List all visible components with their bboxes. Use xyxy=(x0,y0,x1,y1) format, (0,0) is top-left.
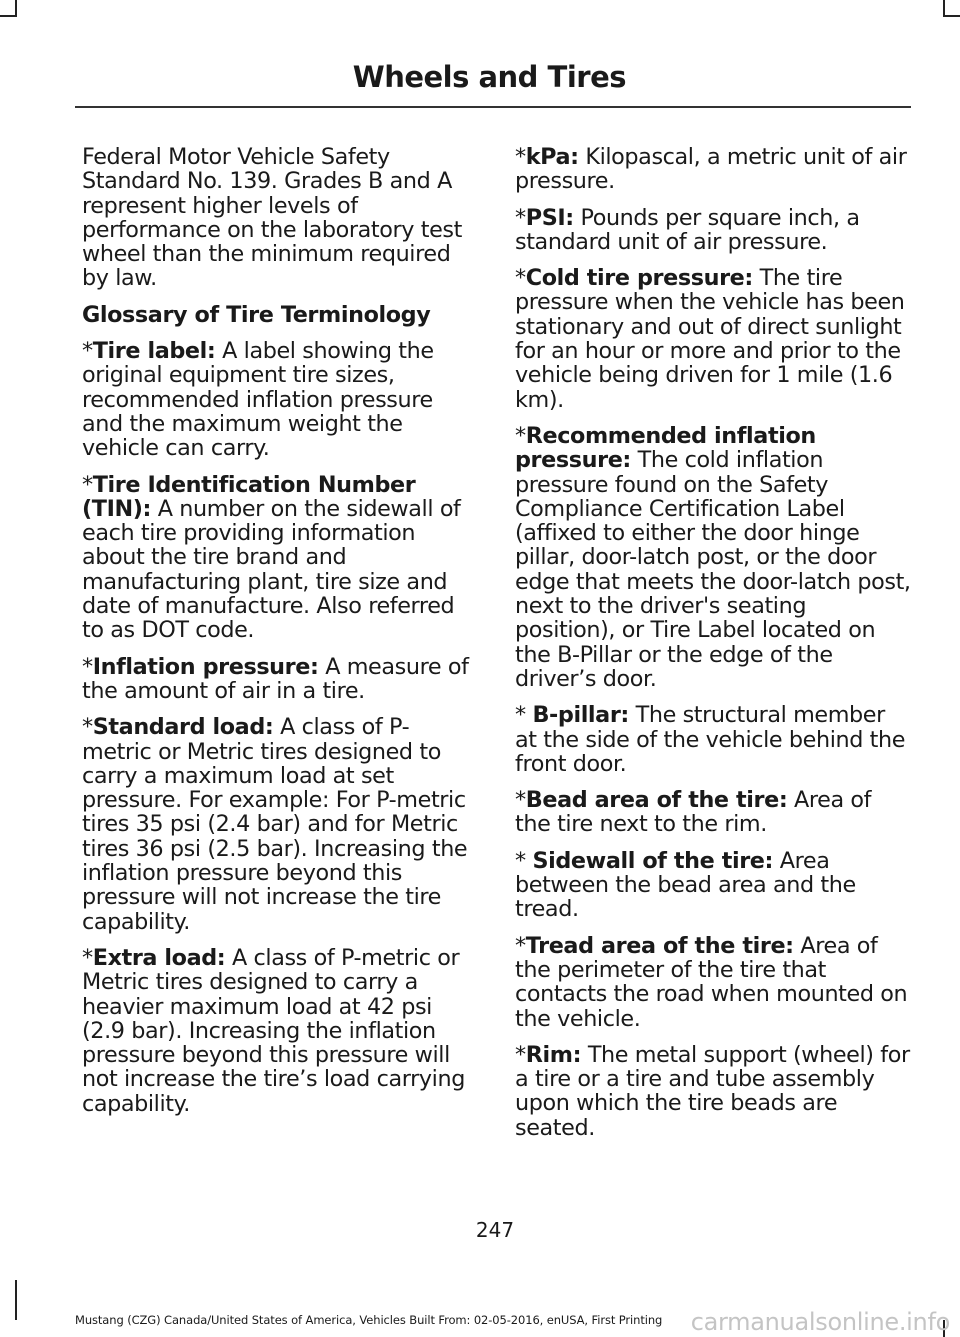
crop-mark-bottom-left xyxy=(15,1280,17,1320)
entry-prefix: * xyxy=(82,471,93,498)
page-number: 247 xyxy=(475,1218,515,1242)
glossary-entry xyxy=(515,206,911,255)
entry-term: Inflation pressure: xyxy=(92,653,319,680)
entry-definition: A measure of the amount of air in a tire. xyxy=(82,653,469,704)
entry-prefix: * xyxy=(82,944,93,971)
entry-definition: Pounds per square inch, a standard unit of air pressure. xyxy=(515,204,860,255)
glossary-entry xyxy=(515,934,911,1031)
glossary-entry xyxy=(515,703,911,776)
glossary-entry xyxy=(515,145,911,194)
entry-term: B-pillar: xyxy=(532,702,629,729)
entry-definition: The cold inflation pressure found on the Safety Compliance Certification Label (affixed to either the door hinge pillar, door-latch post, or the door edge that meets the door-latch post, next to the driver's seating position), or Tire Label located on the B-Pillar or the edge of the driver’s door. xyxy=(515,447,911,692)
entry-prefix: * xyxy=(515,144,526,170)
entry-term: Rim: xyxy=(525,1041,582,1068)
crop-mark-top-right-h xyxy=(943,15,960,17)
crop-mark-top-left-h xyxy=(0,15,17,17)
glossary-heading: Glossary of Tire Terminology xyxy=(82,301,431,328)
entry-prefix: * xyxy=(515,787,526,814)
entry-term: Cold tire pressure: xyxy=(525,265,753,292)
page-title: Wheels and Tires xyxy=(352,60,626,94)
left-glossary-entries xyxy=(82,339,478,1116)
entry-prefix: * xyxy=(515,204,526,231)
entry-prefix: * xyxy=(515,847,533,874)
entry-term: Extra load: xyxy=(92,944,226,971)
glossary-entry xyxy=(515,424,911,691)
right-glossary-entries xyxy=(515,145,911,1140)
glossary-entry xyxy=(515,266,911,412)
glossary-entry xyxy=(515,849,911,922)
entry-definition: The metal support (wheel) for a tire or a tire and tube assembly upon which the tire beads are seated. xyxy=(515,1041,910,1141)
entry-definition: The tire pressure when the vehicle has been stationary and out of direct sunlight for an hour or more and prior to the vehicle being driven for 1 mile (1.6 km). xyxy=(515,265,905,413)
watermark: carmanualsonline.info xyxy=(690,1308,950,1336)
entry-definition: Area between the bead area and the tread. xyxy=(515,847,856,923)
entry-prefix: * xyxy=(515,702,533,729)
entry-prefix: * xyxy=(515,265,526,292)
intro-paragraph: Federal Motor Vehicle Safety Standard No. 139. Grades B and A represent higher levels of performance on the laboratory test wheel than the minimum required by law. xyxy=(82,144,462,292)
glossary-entry xyxy=(515,1043,911,1140)
footer-text: Mustang (CZG) Canada/United States of America, Vehicles Built From: 02-05-2016, enUSA, First Printing xyxy=(75,1313,663,1327)
glossary-entry xyxy=(82,339,478,460)
glossary-entry xyxy=(82,655,478,704)
left-column xyxy=(82,145,478,1128)
entry-definition: A label showing the original equipment tire sizes, recommended inflation pressure and the maximum weight the vehicle can carry. xyxy=(82,338,434,462)
entry-definition: Area of the tire next to the rim. xyxy=(515,787,872,838)
right-column xyxy=(515,145,911,1152)
glossary-entry xyxy=(82,715,478,934)
entry-definition: Kilopascal, a metric unit of air pressure. xyxy=(515,144,907,195)
entry-term: Tire label: xyxy=(92,338,216,365)
entry-definition: Area of the perimeter of the tire that contacts the road when mounted on the vehicle. xyxy=(515,932,908,1032)
entry-prefix: * xyxy=(515,1041,526,1068)
entry-term: PSI: xyxy=(525,204,574,231)
entry-prefix: * xyxy=(82,653,93,680)
glossary-entry xyxy=(515,788,911,837)
entry-term: kPa: xyxy=(525,144,579,170)
entry-prefix: * xyxy=(515,932,526,959)
entry-prefix: * xyxy=(515,422,526,449)
entry-term: Recommended inflation pressure: xyxy=(515,422,816,474)
entry-prefix: * xyxy=(82,714,93,741)
entry-definition: A class of P-metric or Metric tires designed to carry a maximum load at set pressure. For example: For P-metric tires 35 psi (2.4 bar) and for Metric tires 36 psi (2.5 bar). Increasing the inflation pressure beyond this pressure will not increase the tire capability. xyxy=(82,714,468,935)
glossary-entry xyxy=(82,946,478,1116)
header-divider xyxy=(75,106,911,108)
entry-term: Sidewall of the tire: xyxy=(532,847,774,874)
entry-definition: The structural member at the side of the vehicle behind the front door. xyxy=(515,702,906,777)
entry-term: Standard load: xyxy=(92,714,274,741)
glossary-entry xyxy=(82,473,478,643)
entry-definition: A number on the sidewall of each tire providing information about the tire brand and manufacturing plant, tire size and date of manufacture. Also referred to as DOT code. xyxy=(82,495,461,644)
entry-term: Tread area of the tire: xyxy=(525,932,794,959)
entry-term: Bead area of the tire: xyxy=(525,787,788,814)
entry-definition: A class of P-metric or Metric tires designed to carry a heavier maximum load at 42 psi (2.9 bar). Increasing the inflation pressure beyond this pressure will not increase the tire’s load carrying capability. xyxy=(82,944,465,1117)
entry-term: Tire Identification Number (TIN): xyxy=(82,471,416,522)
entry-prefix: * xyxy=(82,338,93,365)
